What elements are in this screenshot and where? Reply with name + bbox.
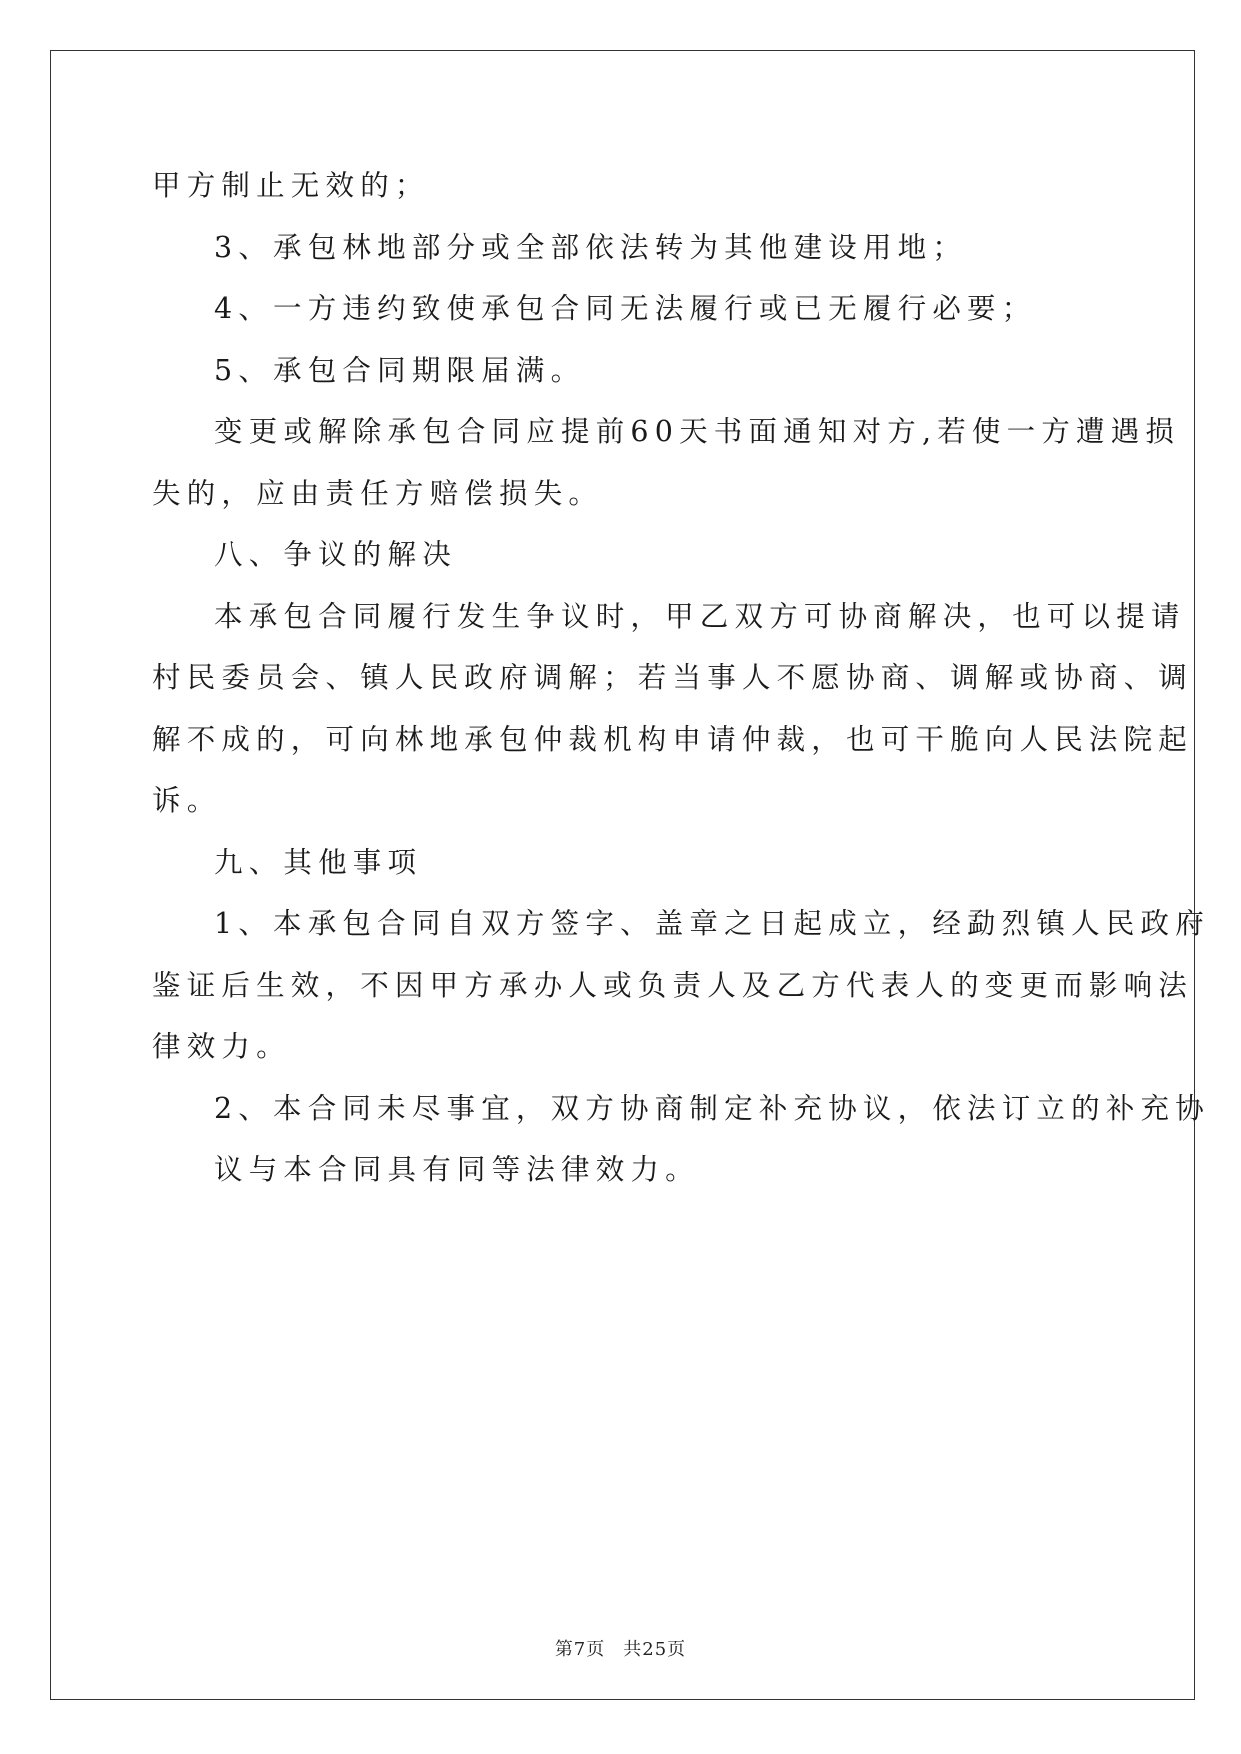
text-line: 鉴证后生效，不因甲方承办人或负责人及乙方代表人的变更而影响法 bbox=[152, 968, 1194, 1002]
text-line: 3、承包林地部分或全部依法转为其他建设用地； bbox=[214, 230, 968, 264]
text-line: 变更或解除承包合同应提前60天书面通知对方,若使一方遭遇损 bbox=[214, 415, 1181, 448]
text-line: 九、其他事项 bbox=[214, 845, 423, 879]
text-line: 村民委员会、镇人民政府调解；若当事人不愿协商、调解或协商、调 bbox=[152, 661, 1194, 694]
text-line: 议与本合同具有同等法律效力。 bbox=[214, 1153, 700, 1186]
text-line: 八、争议的解决 bbox=[214, 538, 457, 571]
page-footer bbox=[0, 1635, 1241, 1661]
text-line: 甲方制止无效的； bbox=[152, 169, 430, 202]
page-total: 共25页 bbox=[623, 1639, 687, 1660]
text-line: 2、本合同未尽事宜，双方协商制定补充协议，依法订立的补充协 bbox=[214, 1091, 1210, 1125]
text-line: 5、承包合同期限届满。 bbox=[214, 353, 586, 387]
text-line: 本承包合同履行发生争议时，甲乙双方可协商解决，也可以提请 bbox=[214, 599, 1186, 633]
text-line: 4、一方违约致使承包合同无法履行或已无履行必要； bbox=[214, 292, 1037, 325]
text-line: 1、本承包合同自双方签字、盖章之日起成立，经勐烈镇人民政府 bbox=[214, 907, 1210, 940]
text-line: 解不成的，可向林地承包仲裁机构申请仲裁，也可干脆向人民法院起 bbox=[152, 722, 1194, 756]
text-line: 诉。 bbox=[152, 784, 222, 817]
document-body bbox=[152, 155, 1210, 1201]
text-line: 失的，应由责任方赔偿损失。 bbox=[152, 476, 604, 510]
page-number: 第7页 bbox=[554, 1639, 606, 1660]
text-line: 律效力。 bbox=[152, 1030, 291, 1063]
